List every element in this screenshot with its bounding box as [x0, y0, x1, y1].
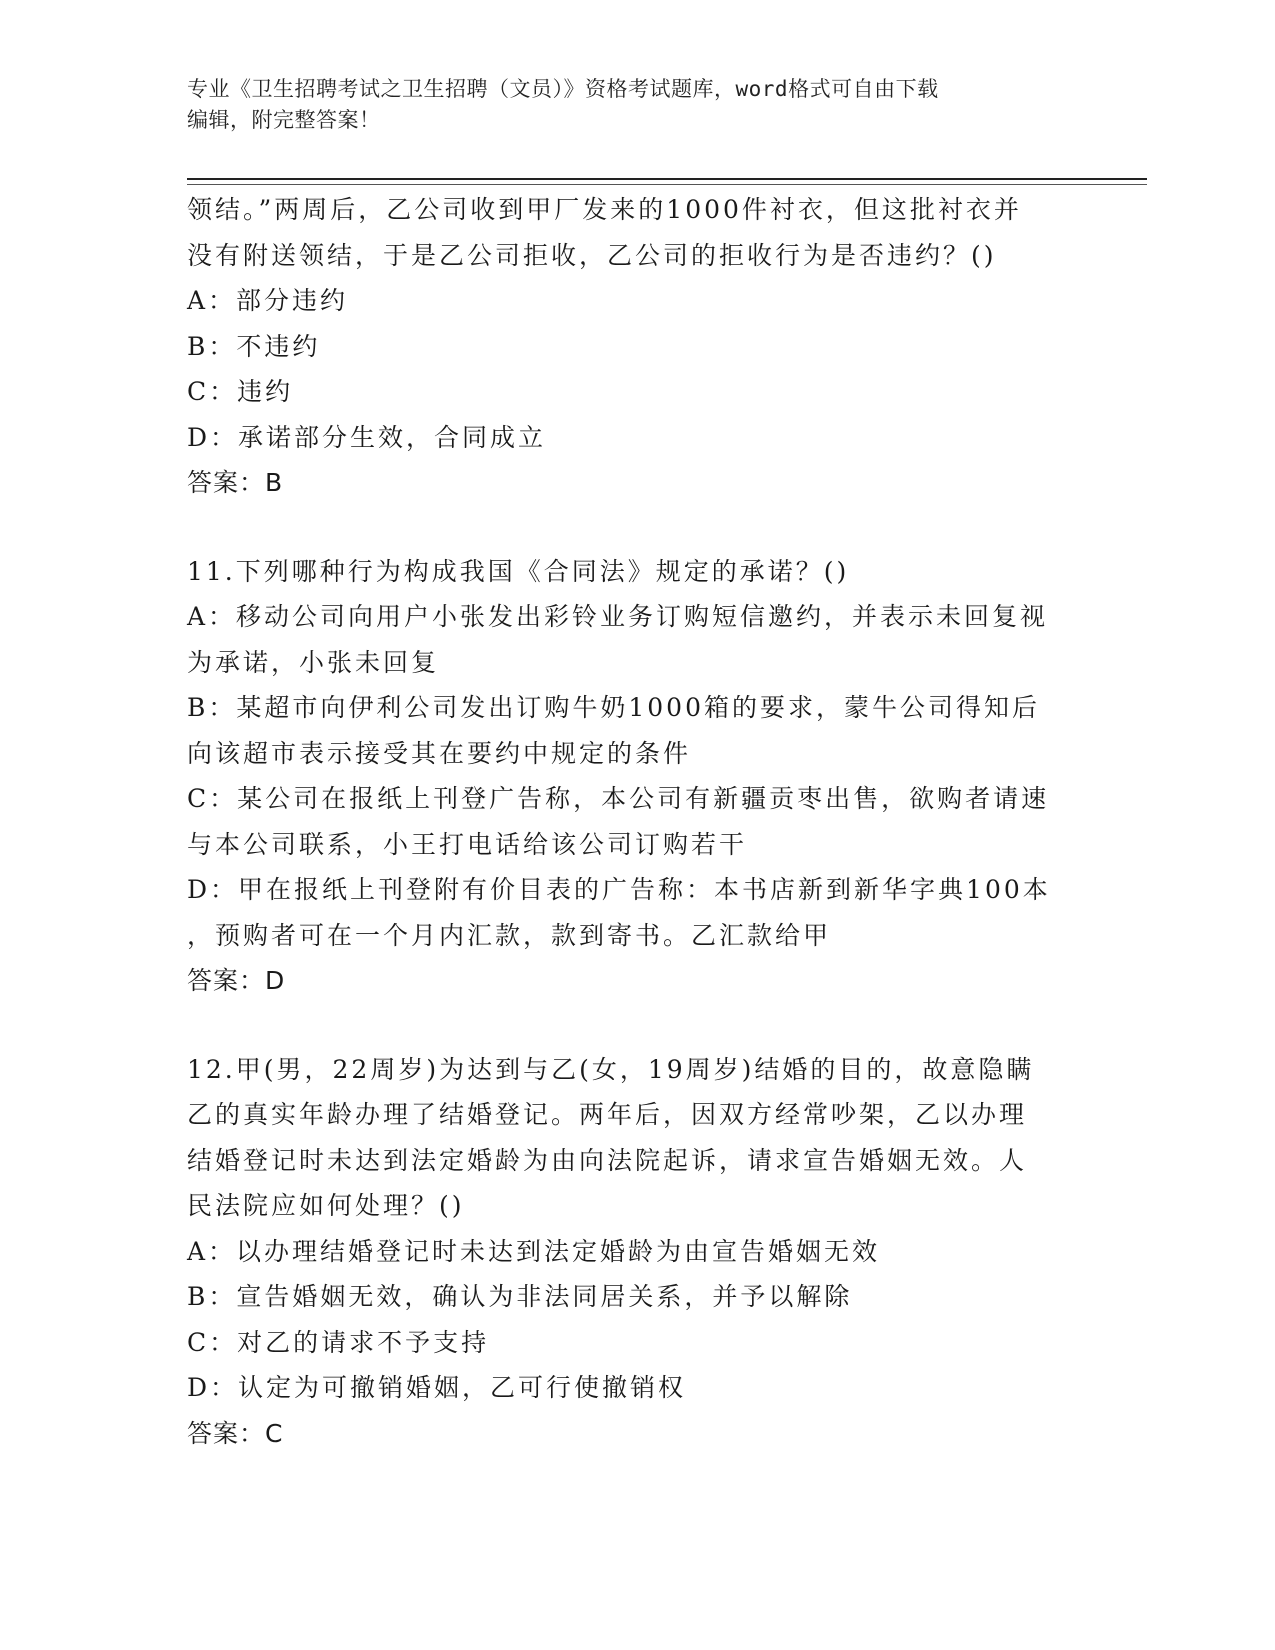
option-a: A：移动公司向用户小张发出彩铃业务订购短信邀约，并表示未回复视 — [187, 602, 1049, 631]
option-d: D：甲在报纸上刊登附有价目表的广告称：本书店新到新华字典100本 — [187, 875, 1051, 904]
option-c: C：某公司在报纸上刊登广告称，本公司有新疆贡枣出售，欲购者请速 — [187, 784, 1050, 813]
option-a: A：以办理结婚登记时未达到法定婚龄为由宣告婚姻无效 — [187, 1236, 881, 1266]
question-stem-line: 没有附送领结，于是乙公司拒收，乙公司的拒收行为是否违约？() — [187, 240, 997, 270]
question-12 — [187, 1047, 1087, 1457]
header-rule-thick — [187, 178, 1147, 180]
header-rule-thin — [187, 184, 1147, 185]
option-c-continued: 与本公司联系，小王打电话给该公司订购若干 — [187, 829, 748, 859]
question-spacer — [187, 506, 1087, 549]
question-stem-line: 12.甲(男，22周岁)为达到与乙(女，19周岁)结婚的目的，故意隐瞒 — [187, 1054, 1035, 1084]
document-header — [187, 74, 1087, 136]
option-d: D：认定为可撤销婚姻，乙可行使撤销权 — [187, 1373, 687, 1402]
answer-line: 答案：C — [187, 1418, 284, 1448]
answer-line: 答案：D — [187, 966, 286, 995]
question-content — [187, 187, 1087, 1456]
option-c: C：对乙的请求不予支持 — [187, 1327, 490, 1357]
question-stem-line: 乙的真实年龄办理了结婚登记。两年后，因双方经常吵架，乙以办理 — [187, 1100, 1028, 1129]
option-a-continued: 为承诺，小张未回复 — [187, 647, 440, 677]
question-stem-line: 结婚登记时未达到法定婚龄为由向法院起诉，请求宣告婚姻无效。人 — [187, 1145, 1028, 1175]
option-b: B：宣告婚姻无效，确认为非法同居关系，并予以解除 — [187, 1282, 853, 1311]
question-stem-line: 民法院应如何处理？() — [187, 1191, 465, 1220]
question-spacer — [187, 1004, 1087, 1047]
question-stem-line: 领结。”两周后，乙公司收到甲厂发来的1000件衬衣，但这批衬衣并 — [187, 195, 1022, 224]
option-b-continued: 向该超市表示接受其在要约中规定的条件 — [187, 738, 692, 768]
question-10 — [187, 187, 1087, 506]
option-a: A：部分违约 — [187, 286, 349, 315]
header-line-1: 专业《卫生招聘考试之卫生招聘（文员）》资格考试题库，word格式可自由下载 — [187, 77, 939, 101]
option-b: B：不违约 — [187, 331, 321, 361]
option-d-continued: ，预购者可在一个月内汇款，款到寄书。乙汇款给甲 — [187, 920, 832, 950]
question-stem-line: 11.下列哪种行为构成我国《合同法》规定的承诺？() — [187, 556, 850, 586]
option-d: D：承诺部分生效，合同成立 — [187, 422, 547, 452]
answer-line: 答案：B — [187, 468, 284, 497]
header-line-2: 编辑，附完整答案！ — [187, 108, 381, 132]
question-11 — [187, 549, 1087, 1004]
option-b: B：某超市向伊利公司发出订购牛奶1000箱的要求，蒙牛公司得知后 — [187, 693, 1040, 722]
option-c: C：违约 — [187, 377, 294, 406]
